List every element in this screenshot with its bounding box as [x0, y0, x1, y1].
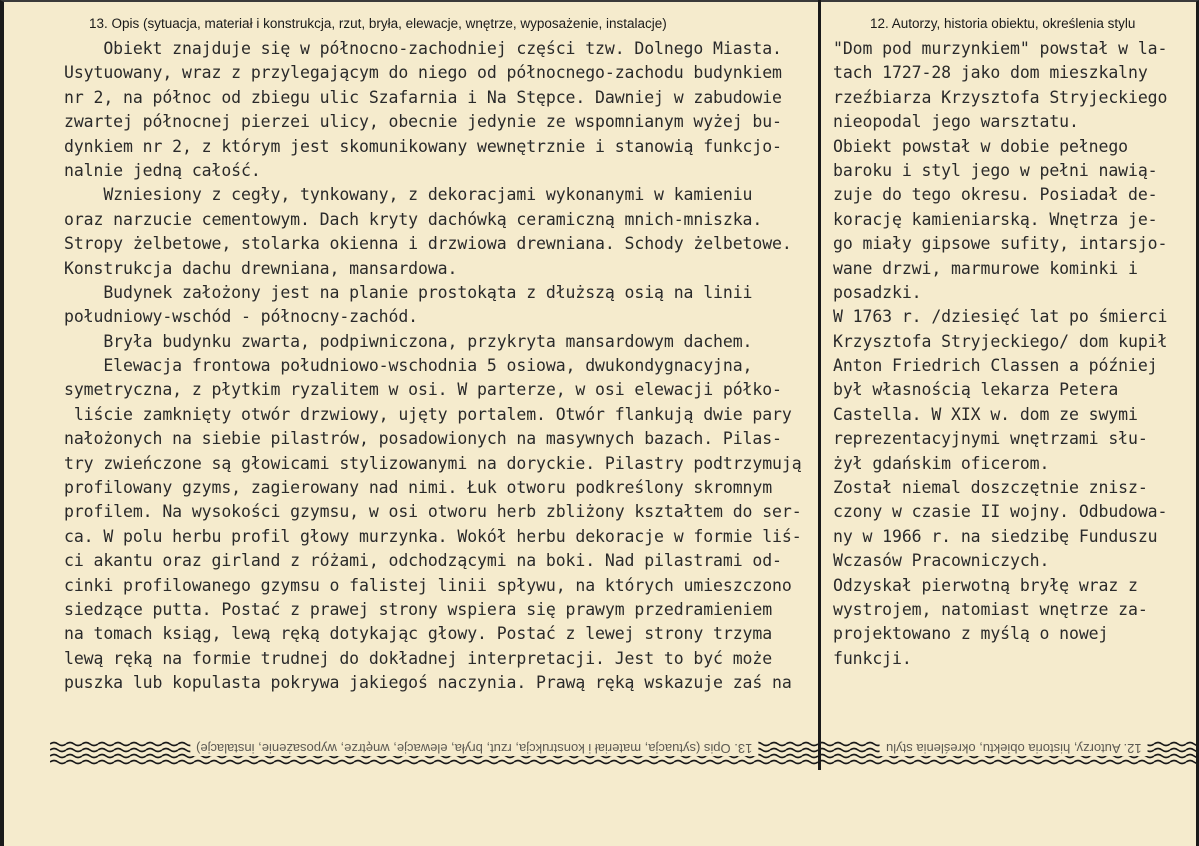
text-line: projektowano z myślą o nowej	[833, 624, 1109, 644]
text-line: go miały gipsowe sufity, intarsjo-	[833, 234, 1168, 254]
text-line: Elewacja frontowa południowo-wschodnia 5 osiowa, dwukondygnacyjna,	[64, 356, 753, 376]
text-line: na tomach ksiąg, lewą ręką dotykając głowy. Postać z lewej strony trzyma	[64, 624, 773, 644]
text-line: Stropy żelbetowe, stolarka okienna i drzwiowa drewniana. Schody żelbetowe.	[64, 234, 792, 254]
text-line: cinki profilowanego gzymsu o falistej linii spływu, na których umieszczono	[64, 575, 792, 595]
history-text	[833, 37, 1193, 671]
text-line: oraz narzucie cementowym. Dach kryty dachówką ceramiczną mnich-mniszka.	[64, 209, 763, 229]
text-line: wane drzwi, marmurowe kominki i	[833, 258, 1138, 278]
text-line: puszka lub kopulasta pokrywa jakiegoś naczynia. Prawą ręką wskazuje zaś na	[64, 673, 792, 693]
text-line: W 1763 r. /dziesięć lat po śmierci	[833, 307, 1168, 327]
text-line: czony w czasie II wojny. Odbudowa-	[833, 502, 1168, 522]
text-line: nr 2, na północ od zbiegu ulic Szafarnia i Na Stępce. Dawniej w zabudowie	[64, 87, 782, 107]
description-text	[64, 37, 816, 696]
text-line: Konstrukcja dachu drewniana, mansardowa.	[64, 258, 458, 278]
text-line: południowy-wschód - północny-zachód.	[64, 307, 419, 327]
mirrored-section-13-header: 13. Opis (sytuacja, materiał i konstrukcja, rzut, bryła, elewacje, wnętrze, wyposażenie, instalacje)	[190, 741, 758, 756]
text-line: Wczasów Pracowniczych.	[833, 551, 1050, 571]
text-line: profilem. Na wysokości gzymsu, w osi otworu herb zbliżony kształtem do ser-	[64, 502, 802, 522]
text-line: był własnością lekarza Petera	[833, 380, 1119, 400]
text-line: lewą ręką na formie trudnej do dokładnej interpretacji. Jest to być może	[64, 648, 773, 668]
mirrored-section-12-header: 12. Autorzy, historia obiektu, określenia stylu	[880, 741, 1148, 756]
text-line: Anton Friedrich Classen a później	[833, 356, 1158, 376]
text-line: nalnie jedną całość.	[64, 160, 261, 180]
text-line: nieopodal jego warsztatu.	[833, 112, 1079, 132]
text-line: zuje do tego okresu. Posiadał de-	[833, 185, 1158, 205]
text-line: nałożonych na siebie pilastrów, posadowionych na masywnych bazach. Pilas-	[64, 429, 782, 449]
text-line: żył gdańskim oficerom.	[833, 453, 1050, 473]
text-line: ci akantu oraz girland z różami, odchodzącymi na boki. Nad pilastrami od-	[64, 551, 782, 571]
text-line: try zwieńczone są głowicami stylizowanymi na doryckie. Pilastry podtrzymują	[64, 453, 802, 473]
text-line: reprezentacyjnymi wnętrzami słu-	[833, 429, 1148, 449]
text-line: Odzyskał pierwotną bryłę wraz z	[833, 575, 1138, 595]
text-line: wystrojem, natomiast wnętrze za-	[833, 599, 1148, 619]
text-line: "Dom pod murzynkiem" powstał w la-	[833, 39, 1168, 58]
text-line: dynkiem nr 2, z którym jest skomunikowany wewnętrznie i stanowią funkcjo-	[64, 136, 782, 156]
text-line: Usytuowany, wraz z przylegającym do niego od północnego-zachodu budynkiem	[64, 63, 782, 83]
text-line: Budynek założony jest na planie prostokąta z dłuższą osią na linii	[64, 282, 753, 302]
text-line: posadzki.	[833, 282, 922, 302]
column-divider	[818, 0, 821, 770]
text-line: korację kamieniarską. Wnętrza je-	[833, 209, 1158, 229]
section-13-header: 13. Opis (sytuacja, materiał i konstrukcja, rzut, bryła, elewacje, wnętrze, wyposażenie, instalacje)	[89, 16, 667, 31]
text-line: tach 1727-28 jako dom mieszkalny	[833, 63, 1148, 83]
text-line: funkcji.	[833, 648, 912, 668]
text-line: liście zamknięty otwór drzwiowy, ujęty portalem. Otwór flankują dwie pary	[64, 404, 792, 424]
text-line: ca. W polu herbu profil głowy murzynka. Wokół herbu dekoracje w formie liś-	[64, 526, 802, 546]
section-12-header: 12. Autorzy, historia obiektu, określenia stylu	[870, 16, 1136, 31]
text-line: Obiekt powstał w dobie pełnego	[833, 136, 1129, 156]
text-line: Wzniesiony z cegły, tynkowany, z dekoracjami wykonanymi w kamieniu	[64, 185, 753, 205]
text-line: baroku i styl jego w pełni nawią-	[833, 160, 1158, 180]
text-line: siedzące putta. Postać z prawej strony wspiera się prawym przedramieniem	[64, 599, 773, 619]
text-line: Castella. W XIX w. dom ze swymi	[833, 404, 1138, 424]
text-line: zwartej północnej pierzei ulicy, obecnie jedynie ze wspomnianym wyżej bu-	[64, 112, 782, 132]
text-line: rzeźbiarza Krzysztofa Stryjeckiego	[833, 87, 1168, 107]
text-line: profilowany gzyms, zagierowany nad nimi. Łuk otworu podkreślony skromnym	[64, 478, 773, 498]
text-line: Bryła budynku zwarta, podpiwniczona, przykryta mansardowym dachem.	[64, 331, 753, 351]
text-line: Został niemal doszczętnie znisz-	[833, 478, 1148, 498]
text-line: Obiekt znajduje się w północno-zachodniej części tzw. Dolnego Miasta.	[64, 39, 782, 58]
text-line: symetryczna, z płytkim ryzalitem w osi. W parterze, w osi elewacji półko-	[64, 380, 782, 400]
text-line: ny w 1966 r. na siedzibę Funduszu	[833, 526, 1158, 546]
text-line: Krzysztofa Stryjeckiego/ dom kupił	[833, 331, 1168, 351]
